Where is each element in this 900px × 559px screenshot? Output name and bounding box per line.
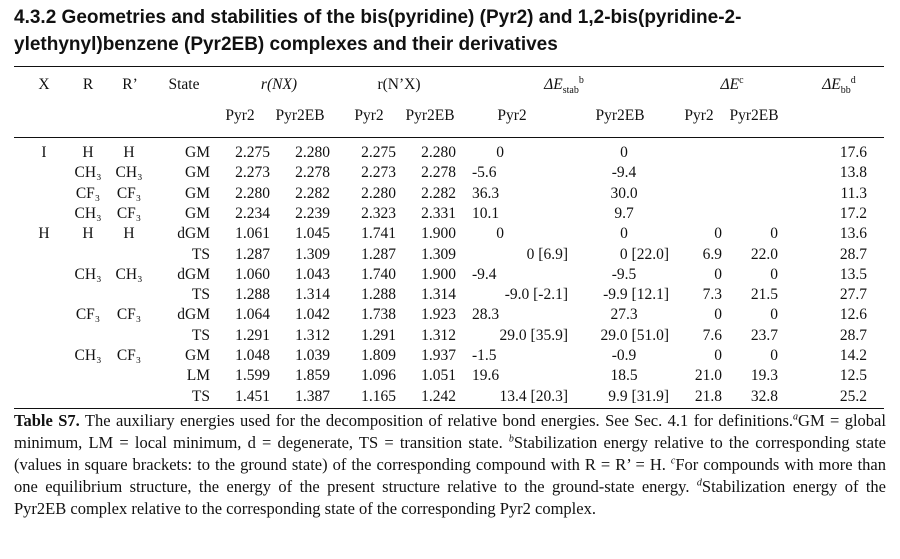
subheader-dEstab-pyr2: Pyr2	[497, 107, 527, 124]
cell-rnpx-pyr2: 2.275	[361, 144, 396, 161]
cell-dEstab-pyr2eb: -9.4	[611, 164, 637, 182]
cell-state: dGM	[177, 306, 210, 324]
cell-state: dGM	[177, 225, 210, 243]
subheader-rnpx-pyr2: Pyr2	[354, 107, 384, 124]
cell-dEstab-pyr2eb: -9.5	[611, 265, 637, 283]
cell-dEstab-pyr2eb: 18.5	[610, 367, 638, 385]
col-header-dEstab: $\Delta E_{stab}^b$	[544, 74, 584, 97]
cell-state: GM	[185, 184, 210, 202]
cell-dEstab-pyr2: 36.3	[472, 184, 500, 202]
subheader-dEstab-pyr2eb: Pyr2EB	[595, 107, 645, 124]
cell-dE-pyr2eb: 0	[770, 225, 778, 243]
cell-dEstab-pyr2: 0 [6.9]	[526, 245, 568, 263]
cell-rnx-pyr2: 2.275	[235, 144, 270, 161]
cell-state: GM	[185, 144, 210, 161]
cell-rnpx-pyr2eb: 2.280	[421, 144, 456, 161]
cell-rnx-pyr2eb: 1.309	[295, 245, 330, 263]
cell-dEstab-pyr2eb: 9.7	[614, 204, 634, 222]
cell-rnpx-pyr2: 1.738	[361, 306, 396, 324]
cell-dEstab-pyr2: 13.4 [20.3]	[499, 387, 568, 405]
subheader-rnpx-pyr2eb: Pyr2EB	[405, 107, 455, 124]
cell-rnx-pyr2: 1.064	[235, 306, 270, 324]
cell-dEstab-pyr2: -5.6	[472, 164, 497, 182]
cell-dEstab-pyr2: 0	[496, 225, 504, 243]
cell-rnx-pyr2: 1.599	[235, 367, 270, 385]
cell-rnx-pyr2eb: 1.859	[295, 367, 330, 385]
subheader-rnx-pyr2eb: Pyr2EB	[275, 107, 325, 124]
cell-dEstab-pyr2eb: 27.3	[610, 306, 638, 324]
caption-label: Table S7.	[14, 411, 80, 430]
subheader-dE-pyr2eb: Pyr2EB	[729, 107, 779, 124]
cell-rnpx-pyr2: 2.323	[361, 204, 396, 222]
cell-dE-pyr2: 6.9	[702, 245, 722, 263]
cell-r: CH₃	[74, 164, 102, 182]
cell-r: CF₃	[75, 306, 101, 324]
cell-dEstab-pyr2eb: 30.0	[610, 184, 638, 202]
cell-dE-pyr2: 0	[714, 347, 722, 364]
cell-rnx-pyr2: 1.061	[235, 225, 270, 243]
subheader-rnx-pyr2: Pyr2	[225, 107, 255, 124]
cell-dEstab-pyr2eb: 0	[620, 144, 628, 161]
cell-rnx-pyr2eb: 2.239	[295, 204, 330, 222]
cell-dE-pyr2eb: 22.0	[750, 245, 778, 263]
table-caption: Table S7. The auxiliary energies used for the decomposition of relative bond energies. See Sec. 4.1 for definitions.$^a$GM = global minimum, LM = local minimum, d = degenerate, TS = transition state. $^b$Stabilization energy relative to the corresponding state (values in square brackets: to the ground state) of the corresponding compound with R = R’ = H. $^c$For compounds with more than one equilibrium structure, the energy of the present structure relative to the ground-state energy. $^d$Stabilization energy of the Pyr2EB complex relative to the corresponding state of the corresponding Pyr2 complex.	[14, 411, 886, 518]
col-header-dE: $\Delta E^c$	[720, 74, 744, 93]
cell-dEbb: 12.5	[839, 367, 867, 385]
cell-r: CH₃	[74, 265, 102, 283]
cell-rnpx-pyr2eb: 1.937	[421, 347, 456, 364]
cell-r-prime: CH₃	[115, 164, 143, 182]
cell-dEstab-pyr2: 10.1	[472, 204, 500, 222]
cell-dEstab-pyr2: 28.3	[472, 306, 500, 324]
cell-dEstab-pyr2eb: 29.0 [51.0]	[600, 326, 669, 344]
cell-r-prime: CF₃	[116, 184, 142, 202]
subheader-dE-pyr2: Pyr2	[684, 107, 714, 124]
cell-dE-pyr2eb: 0	[770, 265, 778, 283]
cell-dE-pyr2: 21.8	[694, 387, 722, 405]
cell-r: CH₃	[74, 347, 102, 364]
cell-dE-pyr2eb: 32.8	[750, 387, 778, 405]
cell-rnx-pyr2eb: 2.280	[295, 144, 330, 161]
cell-rnx-pyr2: 1.288	[235, 286, 270, 304]
cell-rnpx-pyr2eb: 1.312	[421, 326, 456, 344]
cell-rnx-pyr2: 2.280	[235, 184, 270, 202]
cell-rnpx-pyr2eb: 1.923	[421, 306, 456, 324]
cell-dEstab-pyr2: -1.5	[472, 347, 497, 364]
cell-rnx-pyr2eb: 1.042	[295, 306, 330, 324]
cell-state: TS	[191, 245, 210, 263]
cell-r-prime: H	[123, 225, 135, 243]
cell-dEbb: 17.2	[839, 204, 867, 222]
cell-rnpx-pyr2eb: 2.282	[421, 184, 456, 202]
cell-state: TS	[191, 387, 210, 405]
top-rule	[14, 66, 884, 67]
cell-rnpx-pyr2: 1.809	[361, 347, 396, 364]
cell-rnpx-pyr2eb: 1.314	[421, 286, 456, 304]
cell-rnx-pyr2eb: 2.278	[295, 164, 330, 182]
cell-dEbb: 12.6	[839, 306, 867, 324]
cell-rnx-pyr2: 1.287	[235, 245, 270, 263]
cell-dE-pyr2eb: 19.3	[750, 367, 778, 385]
cell-rnpx-pyr2eb: 1.309	[421, 245, 456, 263]
cell-r-prime: CH₃	[115, 265, 143, 283]
cell-dE-pyr2eb: 23.7	[750, 326, 778, 344]
cell-dE-pyr2eb: 0	[770, 347, 778, 364]
col-header-r: R	[82, 76, 94, 93]
cell-rnpx-pyr2eb: 1.900	[421, 225, 456, 243]
cell-state: GM	[185, 347, 210, 364]
cell-rnpx-pyr2eb: 1.051	[421, 367, 456, 385]
cell-r-prime: H	[123, 144, 135, 161]
cell-r-prime: CF₃	[116, 306, 142, 324]
cell-dEbb: 27.7	[839, 286, 867, 304]
cell-dEstab-pyr2eb: 0 [22.0]	[619, 245, 669, 263]
cell-state: TS	[191, 326, 210, 344]
cell-rnx-pyr2eb: 1.045	[295, 225, 330, 243]
cell-r: H	[82, 225, 94, 243]
cell-dEstab-pyr2: 0	[496, 144, 504, 161]
cell-rnpx-pyr2: 1.096	[361, 367, 396, 385]
cell-dEbb: 17.6	[839, 144, 867, 161]
cell-dEbb: 11.3	[840, 184, 867, 202]
cell-dE-pyr2eb: 0	[770, 306, 778, 324]
cell-r: CF₃	[75, 184, 101, 202]
cell-rnpx-pyr2eb: 1.242	[421, 387, 456, 405]
cell-dEstab-pyr2eb: -0.9	[611, 347, 637, 364]
cell-dEbb: 13.6	[839, 225, 867, 243]
cell-rnpx-pyr2: 2.280	[361, 184, 396, 202]
cell-dEbb: 28.7	[839, 245, 867, 263]
bottom-rule	[14, 408, 884, 409]
cell-rnpx-pyr2: 1.165	[361, 387, 396, 405]
cell-rnx-pyr2eb: 1.312	[295, 326, 330, 344]
cell-rnpx-pyr2: 1.741	[361, 225, 396, 243]
col-header-rnx: r(NX)	[260, 76, 298, 93]
cell-rnx-pyr2eb: 1.387	[295, 387, 330, 405]
cell-dE-pyr2: 7.3	[702, 286, 722, 304]
cell-dEstab-pyr2eb: -9.9 [12.1]	[603, 286, 669, 304]
cell-dEbb: 28.7	[839, 326, 867, 344]
cell-r-prime: CF₃	[116, 347, 142, 364]
cell-dEstab-pyr2eb: 0	[620, 225, 628, 243]
cell-dEbb: 13.5	[839, 265, 867, 283]
cell-rnx-pyr2eb: 1.043	[295, 265, 330, 283]
col-header-x: X	[38, 76, 50, 93]
cell-dEstab-pyr2: 19.6	[472, 367, 500, 385]
col-header-rnpx: r(N’X)	[377, 76, 421, 93]
col-header-r-prime: R’	[122, 76, 138, 93]
cell-rnx-pyr2eb: 1.314	[295, 286, 330, 304]
cell-rnx-pyr2eb: 1.039	[295, 347, 330, 364]
cell-state: GM	[185, 204, 210, 222]
cell-dE-pyr2: 0	[714, 306, 722, 324]
cell-x: I	[41, 144, 47, 161]
cell-rnpx-pyr2: 1.287	[361, 245, 396, 263]
cell-dE-pyr2: 21.0	[694, 367, 722, 385]
cell-dEbb: 25.2	[839, 387, 867, 405]
cell-dEstab-pyr2: -9.0 [-2.1]	[504, 286, 568, 304]
cell-rnpx-pyr2: 2.273	[361, 164, 396, 182]
cell-dE-pyr2eb: 21.5	[750, 286, 778, 304]
cell-state: LM	[186, 367, 210, 385]
cell-dEbb: 14.2	[839, 347, 867, 364]
cell-rnpx-pyr2eb: 2.278	[421, 164, 456, 182]
cell-r-prime: CF₃	[116, 204, 142, 222]
cell-dEbb: 13.8	[839, 164, 867, 182]
cell-rnx-pyr2: 1.060	[235, 265, 270, 283]
cell-dE-pyr2: 7.6	[702, 326, 722, 344]
cell-state: GM	[185, 164, 210, 182]
cell-state: dGM	[177, 265, 210, 283]
cell-dE-pyr2: 0	[714, 265, 722, 283]
header-rule	[14, 137, 884, 138]
col-header-state: State	[168, 76, 200, 93]
cell-rnx-pyr2: 1.291	[235, 326, 270, 344]
data-table	[14, 64, 884, 409]
cell-dEstab-pyr2: -9.4	[472, 265, 497, 283]
cell-rnpx-pyr2eb: 2.331	[421, 204, 456, 222]
section-heading: 4.3.2 Geometries and stabilities of the bis(pyridine) (Pyr2) and 1,2-bis(pyridine-2-ylethynyl)benzene (Pyr2EB) complexes and their derivatives	[14, 7, 742, 55]
cell-rnpx-pyr2: 1.288	[361, 286, 396, 304]
cell-dEstab-pyr2eb: 9.9 [31.9]	[608, 387, 669, 405]
cell-rnx-pyr2: 2.234	[235, 204, 270, 222]
cell-rnpx-pyr2eb: 1.900	[421, 265, 456, 283]
cell-state: TS	[191, 286, 210, 304]
cell-dEstab-pyr2: 29.0 [35.9]	[499, 326, 568, 344]
cell-rnx-pyr2: 1.451	[235, 387, 270, 405]
cell-rnx-pyr2: 1.048	[235, 347, 270, 364]
cell-rnx-pyr2eb: 2.282	[295, 184, 330, 202]
cell-x: H	[38, 225, 50, 243]
cell-rnpx-pyr2: 1.740	[361, 265, 396, 283]
cell-rnx-pyr2: 2.273	[235, 164, 270, 182]
cell-r: CH₃	[74, 204, 102, 222]
cell-r: H	[82, 144, 94, 161]
cell-dE-pyr2: 0	[714, 225, 722, 243]
col-header-dEbb: $\Delta E_{bb}^d$	[822, 74, 856, 97]
cell-rnpx-pyr2: 1.291	[361, 326, 396, 344]
